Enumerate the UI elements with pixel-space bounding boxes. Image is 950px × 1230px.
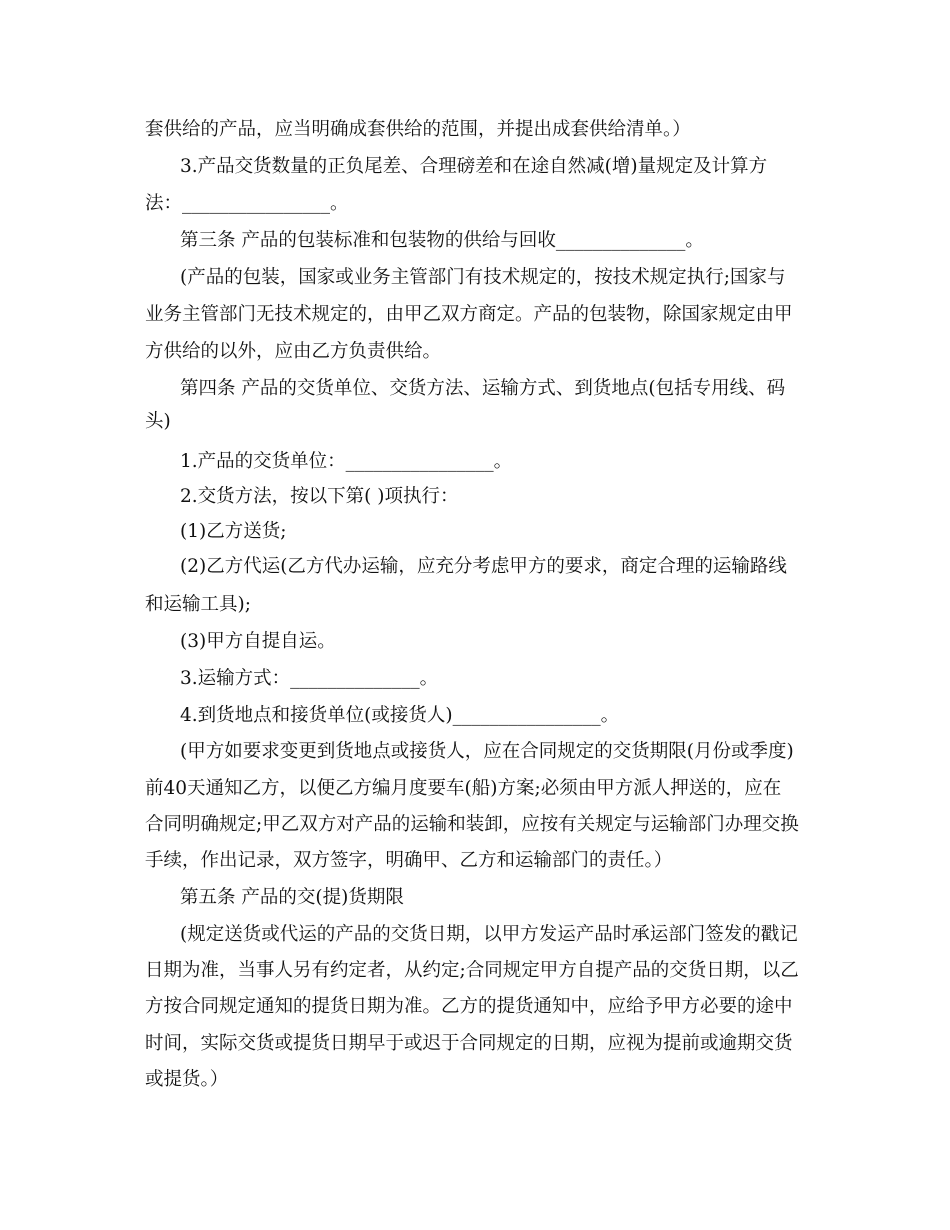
text-line: 2.交货方法，按以下第( )项执行：: [180, 486, 459, 507]
text-line: 业务主管部门无技术规定的，由甲乙双方商定。产品的包装物，除国家规定由甲: [145, 304, 793, 325]
text-line: 合同明确规定;甲乙双方对产品的运输和装卸，应按有关规定与运输部门办理交换: [145, 814, 799, 835]
text-line: 头): [145, 411, 171, 432]
text-line: (规定送货或代运的产品的交货日期，以甲方发运产品时承运部门签发的戳记: [180, 924, 798, 945]
text-line: 套供给的产品，应当明确成套供给的范围，并提出成套供给清单。）: [145, 119, 691, 140]
text-line: 方按合同规定通知的提货日期为准。乙方的提货通知中，应给予甲方必要的途中: [145, 996, 793, 1017]
text-line: 3.运输方式：______________。: [180, 668, 439, 689]
text-line: 前40天通知乙方，以便乙方编月度要车(船)方案;必须由甲方派人押送的，应在: [145, 778, 782, 799]
text-line: 第四条 产品的交货单位、交货方法、运输方式、到货地点(包括专用线、码: [180, 378, 786, 399]
text-line: 第五条 产品的交(提)货期限: [180, 887, 404, 908]
text-line: (1)乙方送货;: [180, 521, 287, 542]
text-line: 手续，作出记录，双方签字，明确甲、乙方和运输部门的责任。）: [145, 850, 673, 871]
text-line: 1.产品的交货单位：________________。: [180, 451, 513, 472]
text-line: 时间，实际交货或提货日期早于或迟于合同规定的日期，应视为提前或逾期交货: [145, 1033, 793, 1054]
text-line: (2)乙方代运(乙方代办运输，应充分考虑甲方的要求，商定合理的运输路线: [180, 556, 787, 577]
text-line: 法：________________。: [145, 193, 349, 214]
text-line: 3.产品交货数量的正负尾差、合理磅差和在途自然减(增)量规定及计算方: [180, 156, 768, 177]
text-line: 和运输工具);: [145, 594, 251, 615]
text-line: 日期为准，当事人另有约定者，从约定;合同规定甲方自提产品的交货日期，以乙: [145, 960, 799, 981]
text-line: 4.到货地点和接货单位(或接货人)________________。: [180, 705, 620, 726]
text-line: 第三条 产品的包装标准和包装物的供给与回收______________。: [180, 230, 704, 251]
text-line: (产品的包装，国家或业务主管部门有技术规定的，按技术规定执行;国家与: [180, 267, 786, 288]
text-line: (甲方如要求变更到货地点或接货人，应在合同规定的交货期限(月份或季度): [180, 741, 794, 762]
text-line: (3)甲方自提自运。: [180, 631, 336, 652]
text-line: 方供给的以外，应由乙方负责供给。: [145, 341, 442, 362]
text-line: 或提货。）: [145, 1069, 229, 1090]
